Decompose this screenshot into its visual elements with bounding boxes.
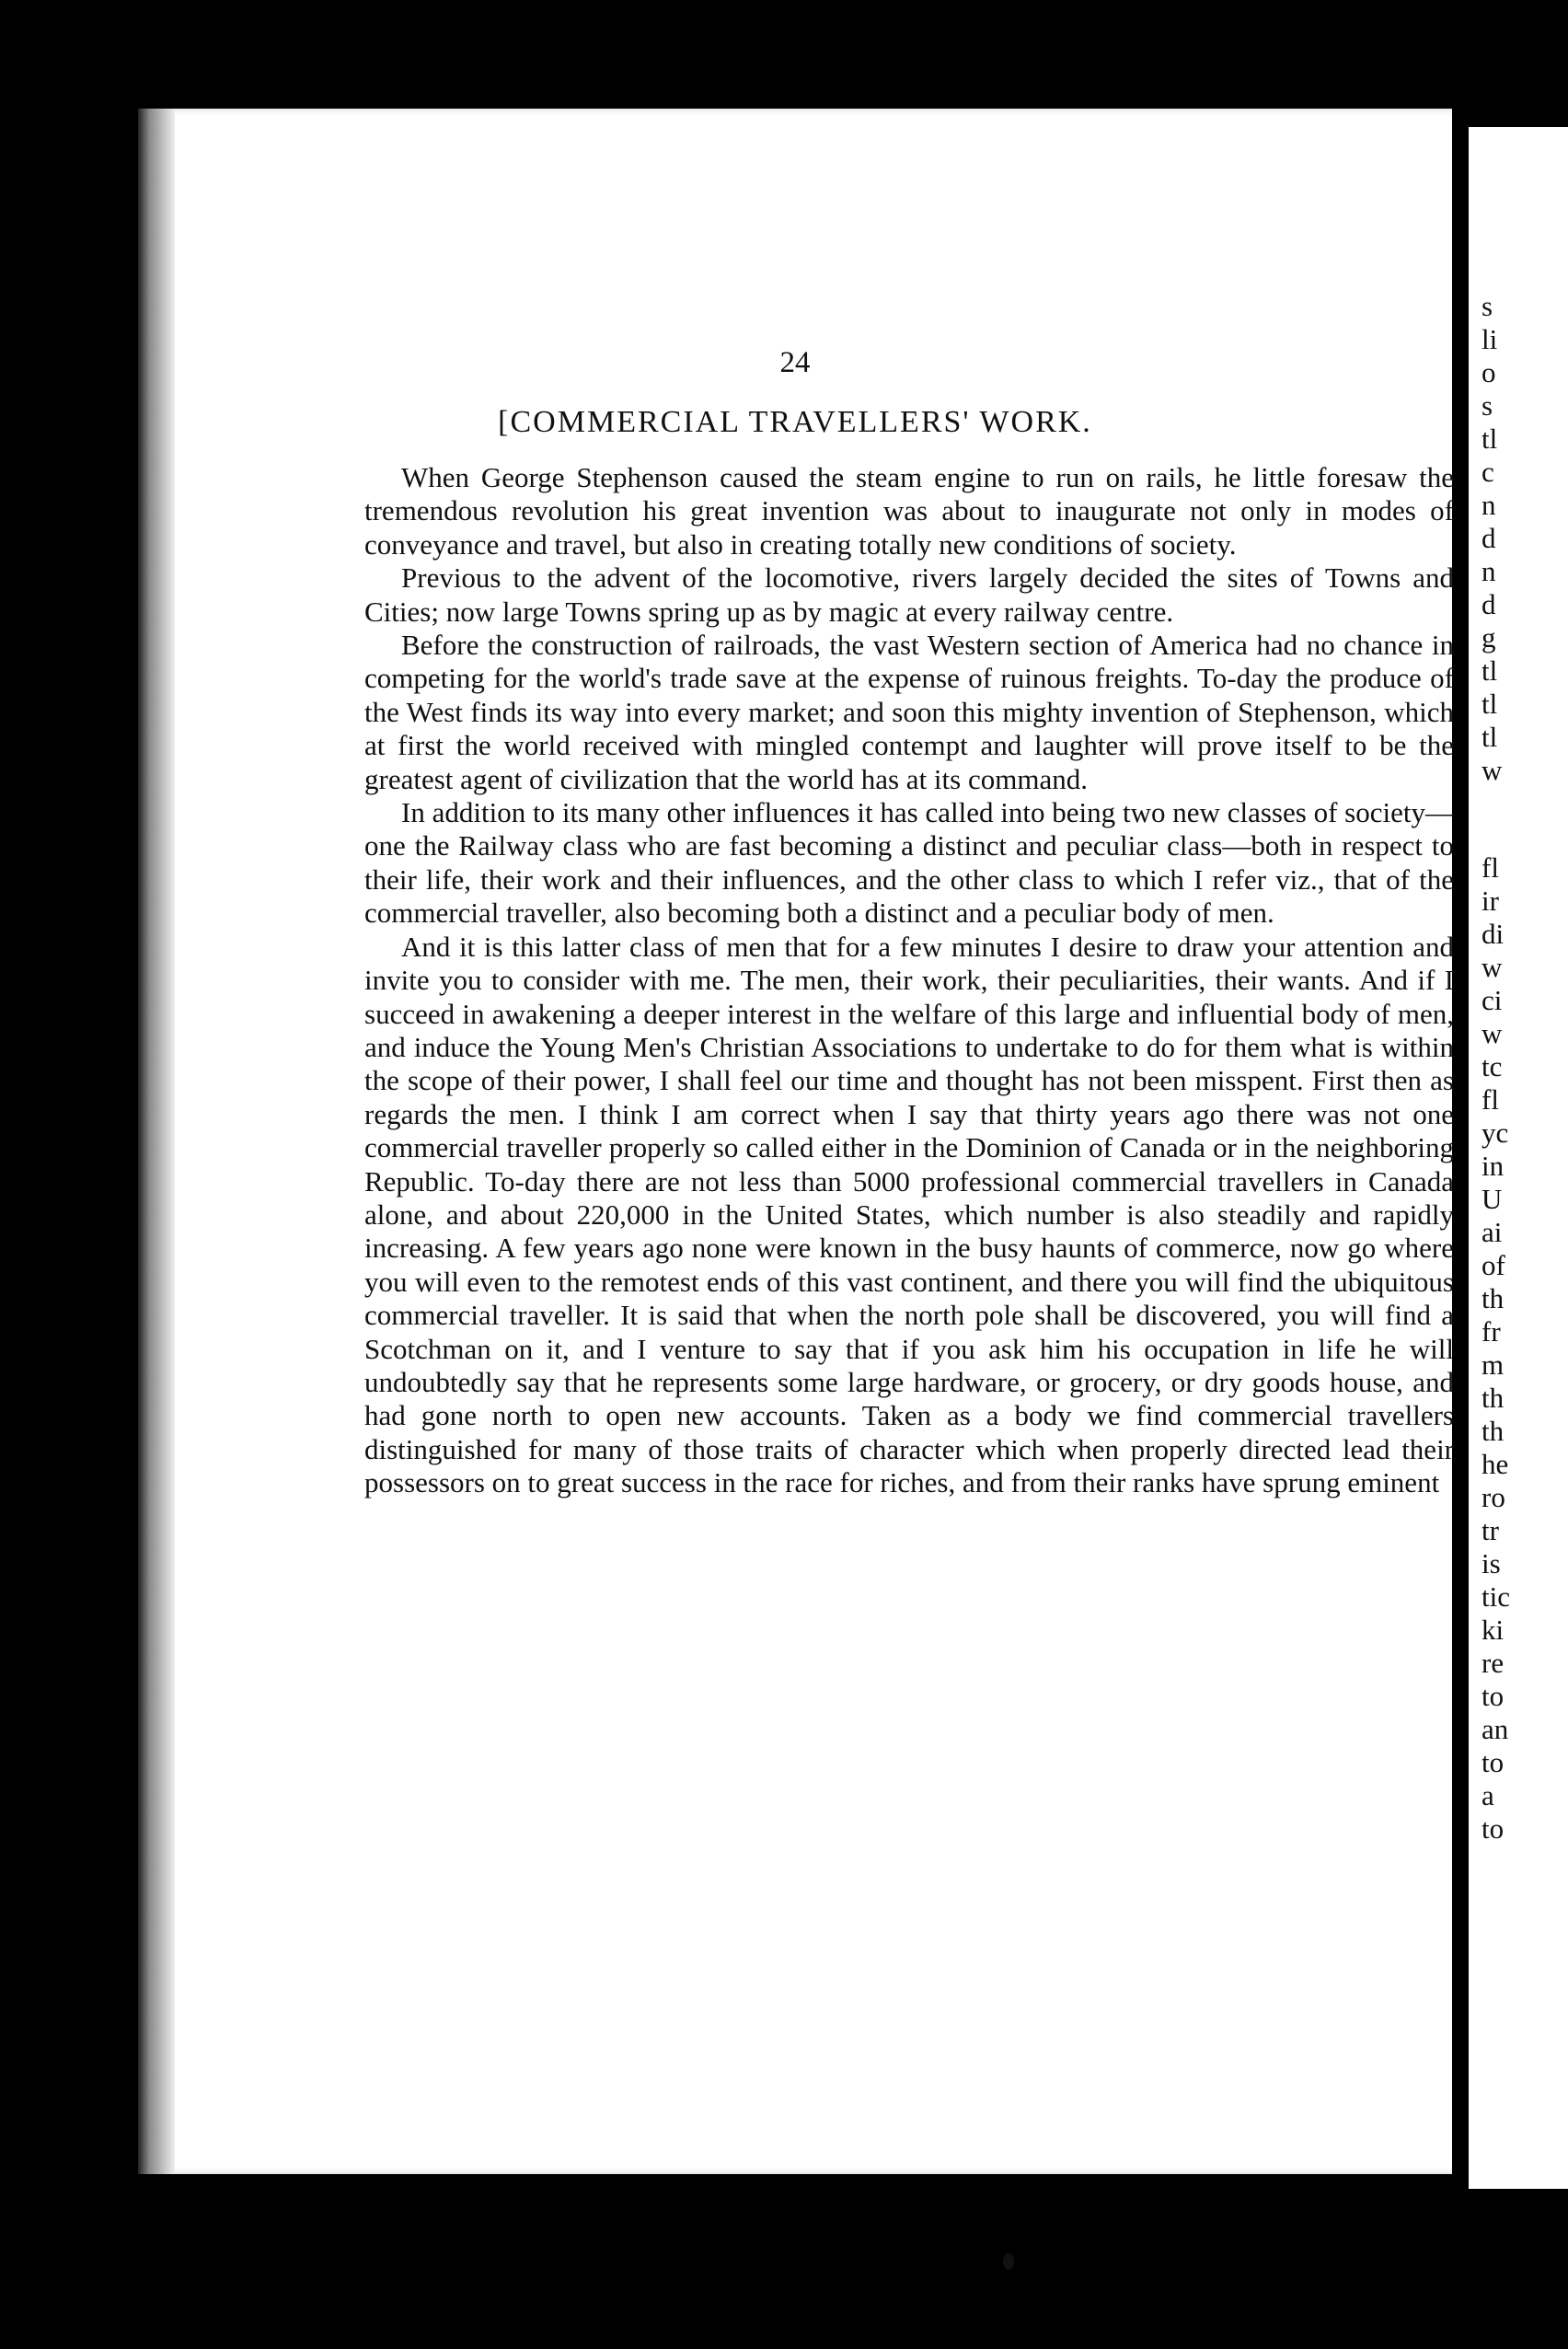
book-page-left bbox=[138, 109, 1452, 2174]
right-page-fragment: ki bbox=[1482, 1614, 1505, 1646]
right-page-fragment: a bbox=[1482, 1779, 1494, 1811]
right-page-fragment: fr bbox=[1482, 1315, 1501, 1348]
right-page-fragment: ai bbox=[1482, 1216, 1503, 1248]
right-page-fragment: n bbox=[1482, 489, 1496, 521]
right-page-fragment: he bbox=[1482, 1448, 1509, 1480]
right-page-fragment: s bbox=[1482, 389, 1493, 422]
paragraph-1: When George Stephenson caused the steam engine to run on rails, he little foresaw the tremendous revolution his great invention was about to inaugurate not only in modes of conveyance and travel, but also in creating totally new conditions of society. bbox=[364, 461, 1454, 561]
right-page-fragment: o bbox=[1482, 356, 1496, 388]
body-text bbox=[364, 461, 1454, 1500]
right-page-fragment: tr bbox=[1482, 1514, 1499, 1546]
right-page-fragment: an bbox=[1482, 1713, 1509, 1745]
right-page-fragment: ir bbox=[1482, 885, 1499, 917]
book-page-right bbox=[1469, 127, 1568, 2189]
paragraph-3: Before the construction of railroads, the vast Western section of America had no chance in competing for the world's trade save at the expense of ruinous freights. To-day the produce of the West finds its way into every market; and soon this mighty invention of Stephenson, which at first the world received with mingled contempt and laughter will prove itself to be the greatest agent of civilization that the world has at its command. bbox=[364, 629, 1454, 795]
right-page-fragment: di bbox=[1482, 918, 1505, 950]
right-page-fragment: th bbox=[1482, 1282, 1505, 1314]
right-page-fragment: ro bbox=[1482, 1481, 1505, 1513]
right-page-fragment: tl bbox=[1482, 721, 1498, 753]
right-page-fragment: li bbox=[1482, 323, 1498, 355]
right-page-fragment: w bbox=[1482, 951, 1503, 983]
right-page-fragment: is bbox=[1482, 1547, 1501, 1580]
right-page-fragment: to bbox=[1482, 1812, 1505, 1845]
right-page-fragment: tc bbox=[1482, 1050, 1503, 1082]
right-page-fragment: d bbox=[1482, 588, 1496, 620]
right-page-fragment: w bbox=[1482, 1017, 1503, 1049]
page-number: 24 bbox=[779, 346, 811, 379]
right-page-fragment: tl bbox=[1482, 422, 1498, 455]
right-page-fragment: U bbox=[1482, 1183, 1503, 1215]
right-page-fragment: tic bbox=[1482, 1580, 1510, 1613]
right-page-fragment: tl bbox=[1482, 654, 1498, 687]
ink-blot bbox=[1003, 2253, 1014, 2270]
paragraph-2: Previous to the advent of the locomotive, rivers largely decided the sites of Towns and Cities; now large Towns spring up as by magic at every railway centre. bbox=[364, 561, 1454, 628]
right-page-fragment: to bbox=[1482, 1680, 1505, 1712]
right-page-fragment: g bbox=[1482, 621, 1496, 654]
right-page-fragment: s bbox=[1482, 290, 1493, 322]
paragraph-4: In addition to its many other influences it has called into being two new classes of society—one the Railway class who are fast becoming a distinct and peculiar class—both in respect to their life, their work and their influences, and the other class to which I refer viz., that of the commercial traveller, also becoming both a distinct and a peculiar body of men. bbox=[364, 796, 1454, 930]
right-page-fragment: th bbox=[1482, 1415, 1505, 1447]
right-page-fragment: to bbox=[1482, 1746, 1505, 1778]
right-page-fragment: in bbox=[1482, 1150, 1505, 1182]
right-page-fragment: yc bbox=[1482, 1117, 1509, 1149]
right-page-fragment: tl bbox=[1482, 688, 1498, 720]
right-page-fragment: w bbox=[1482, 754, 1503, 786]
right-page-fragment: m bbox=[1482, 1348, 1505, 1381]
page-heading: [COMMERCIAL TRAVELLERS' WORK. bbox=[498, 405, 1092, 439]
right-page-fragment: n bbox=[1482, 555, 1496, 587]
right-page-fragment: th bbox=[1482, 1382, 1505, 1414]
right-page-fragment: d bbox=[1482, 522, 1496, 554]
right-page-fragment: ci bbox=[1482, 984, 1503, 1016]
right-page-fragment: fl bbox=[1482, 851, 1499, 884]
right-page-fragment: fl bbox=[1482, 1083, 1499, 1116]
paragraph-5: And it is this latter class of men that for a few minutes I desire to draw your attention and invite you to consider with me. The men, their work, their peculiarities, their wants. And if I succeed in awakening a deeper interest in the welfare of this large and influential body of men, and induce the Young Men's Christian Associations to undertake to do for them what is within the scope of their power, I shall feel our time and thought has not been misspent. First then as regards the men. I think I am correct when I say that thirty years ago there was not one commercial traveller properly so called either in the Dominion of Canada or in the neighboring Republic. To-day there are not less than 5000 professional commercial travellers in Canada alone, and about 220,000 in the United States, which number is also steadily and rapidly increasing. A few years ago none were known in the busy haunts of commerce, now go where you will even to the remotest ends of this vast continent, and there you will find the ubiquitous commercial traveller. It is said that when the north pole shall be discovered, you will find a Scotchman on it, and I venture to say that if you ask him his occupation in life he will undoubtedly say that he represents some large hardware, or grocery, or dry goods house, and had gone north to open new accounts. Taken as a body we find commercial travellers distinguished for many of those traits of character which when properly directed lead their possessors on to great success in the race for riches, and from their ranks have sprung eminent bbox=[364, 930, 1454, 1499]
right-page-fragment: of bbox=[1482, 1249, 1505, 1281]
right-page-fragment: re bbox=[1482, 1647, 1505, 1679]
right-page-fragment: c bbox=[1482, 456, 1494, 488]
